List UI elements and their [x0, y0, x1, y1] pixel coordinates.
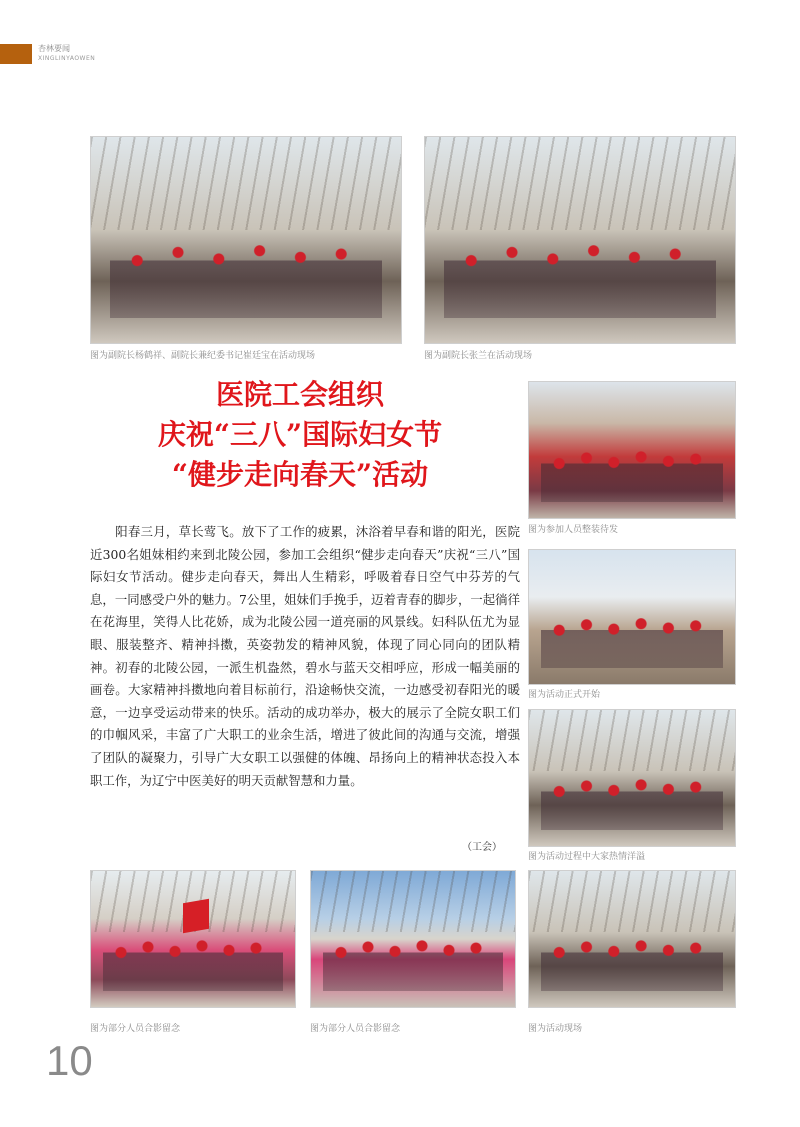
header-accent-bar	[0, 44, 32, 64]
caption-side-1: 图为参加人员整装待发	[528, 525, 619, 535]
photo-side-1	[528, 381, 736, 519]
caption-bottom-1: 图为部分人员合影留念	[90, 1024, 181, 1034]
caption-bottom-3: 图为活动现场	[528, 1024, 583, 1034]
caption-side-3: 图为活动过程中大家热情洋溢	[528, 852, 646, 862]
caption-top-left: 图为副院长杨鹤祥、副院长兼纪委书记崔廷宝在活动现场	[90, 351, 316, 361]
photo-side-2	[528, 549, 736, 685]
photo-bottom-3	[528, 870, 736, 1008]
photo-bottom-2	[310, 870, 516, 1008]
article-title-line-3: “健步走向春天”活动	[171, 458, 429, 491]
caption-bottom-2: 图为部分人员合影留念	[310, 1024, 401, 1034]
caption-top-right: 图为副院长张兰在活动现场	[424, 351, 533, 361]
article-title-line-2: 庆祝“三八”国际妇女节	[157, 418, 443, 451]
header-subtitle: XINGLINYAOWEN	[38, 55, 96, 62]
caption-side-2: 图为活动正式开始	[528, 690, 601, 700]
article-body: 阳春三月，草长莺飞。放下了工作的疲累，沐浴着早春和谐的阳光，医院近300名姐妹相约来到北陵公园，参加工会组织“健步走向春天”庆祝“三八”国际妇女节活动。健步走向春天，舞出人生精彩，呼吸着春日空气中芬芳的气息，一同感受户外的魅力。7公里，姐妹们手挽手，迈着青春的脚步，一起徜徉在花海里，笑得人比花娇，成为北陵公园一道亮丽的风景线。妇科队伍尤为显眼、服装整齐、精神抖擞，英姿勃发的精神风貌，体现了同心同向的团队精神。初春的北陵公园，一派生机盎然，碧水与蓝天交相呼应，形成一幅美丽的画卷。大家精神抖擞地向着目标前行，沿途畅快交流，一边感受初春阳光的暖意，一边享受运动带来的快乐。活动的成功举办，极大的展示了全院女职工们的巾帼风采，丰富了广大职工的业余生活，增进了彼此间的沟通与交流，增强了团队的凝聚力，引导广大女职工以强健的体魄、昂扬向上的精神状态投入本职工作，为辽宁中医美好的明天贡献智慧和力量。	[90, 524, 520, 788]
photo-side-3	[528, 709, 736, 847]
page-number: 10	[46, 1037, 93, 1084]
photo-bottom-1	[90, 870, 296, 1008]
header-title: 杏林要闻	[38, 44, 70, 53]
article-signature: （工会）	[462, 842, 502, 853]
photo-top-left	[90, 136, 402, 344]
photo-top-right	[424, 136, 736, 344]
article-title-line-1: 医院工会组织	[215, 378, 384, 411]
